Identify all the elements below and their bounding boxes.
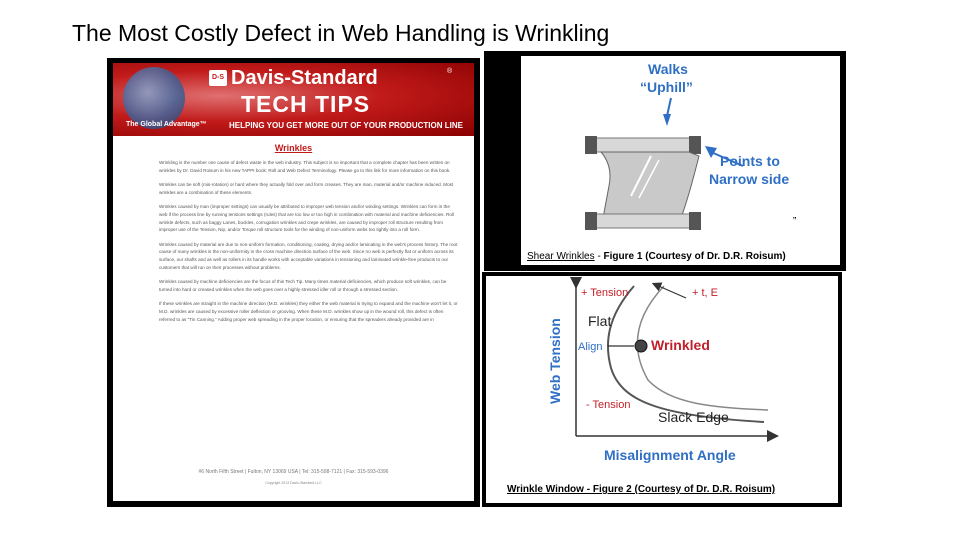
tech-tips-document xyxy=(107,58,480,507)
minus-tension-label: - Tension xyxy=(586,399,631,411)
tech-tips-page xyxy=(113,63,474,501)
figure-2-wrinkle-window xyxy=(482,272,842,507)
flat-label: Flat xyxy=(588,313,612,329)
shear-wrinkles-caption: Shear Wrinkles xyxy=(527,251,595,262)
figure-1-shear-wrinkles xyxy=(484,51,846,271)
body-paragraph: Wrinkles caused by machine deficiencies are the focus of this Tech Tip. Many times material deficiencies, which produce soft wrinkles, can be turned into hard or creased wrinkles when the web goes over a highly stressed idler roll or through a stressed section. xyxy=(159,279,447,292)
uphill-label: “Uphill” xyxy=(640,79,693,95)
roller-bearing xyxy=(585,136,597,154)
arrowhead-icon xyxy=(663,114,671,126)
document-body xyxy=(159,159,459,330)
body-paragraph: Wrinkles caused by man (improper settings) can usually be attributed to improper web tension and/or winding settings. Wrinkles can form in the web if the process line by running tensions settings (rules) that are too low or too high in combination with material and machine deficiencies. Roll wrinkle defects, such as baggy Lanes, buckles, corrugation wrinkles and crepe wrinkles, are caused by improper roll structure resulting from improper use of the Tension, Nip, and/or Torque roll structure tools for the winding of non-uniform webs too tightly into a roll form. xyxy=(159,204,454,233)
plus-t-e-label: + t, E xyxy=(692,287,718,299)
arrowhead-icon xyxy=(705,146,717,158)
roller-bearing xyxy=(689,212,701,230)
tech-tips-header xyxy=(113,63,474,136)
figure-2-caption: Wrinkle Window - Figure 2 (Courtesy of Dr. D.R. Roisum) xyxy=(507,484,776,495)
shear-wrinkle-illustration xyxy=(521,56,840,265)
header-tagline: HELPING YOU GET MORE OUT OF YOUR PRODUCTION LINE xyxy=(229,121,463,130)
body-paragraph: Wrinkles can be soft (mis-rotation) or hard where they actually fold over and form creases. They are man, material and/or machine induced. Most wrinkles are a combination of these elements. xyxy=(159,182,454,195)
narrow-side-label: Narrow side xyxy=(709,171,790,187)
x-axis-label: Misalignment Angle xyxy=(604,447,736,463)
roller-bearing xyxy=(689,136,701,154)
section-title: Wrinkles xyxy=(274,143,313,153)
y-axis-label: Web Tension xyxy=(547,318,563,404)
operating-point xyxy=(635,340,647,352)
web-sheet xyxy=(601,152,699,218)
tech-tips-heading: TECH TIPS xyxy=(241,91,371,117)
slide-title: The Most Costly Defect in Web Handling is Wrinkling xyxy=(72,20,610,46)
body-paragraph: Wrinkling is the number one cause of defect waste in the web industry. This subject is so important that a complete chapter has been written on wrinkles by Dr. David Roisum in his new TAPPI book: Roll and Web Defect Terminology. Please go to this link for more information on this book. xyxy=(159,160,451,173)
globe-image xyxy=(123,67,185,129)
davis-standard-logo: D-S xyxy=(209,70,227,86)
document-footer: #6 North Fifth Street | Fulton, NY 13069 USA | Tel: 315-598-7121 | Fax: 315-593-0396 xyxy=(198,469,389,475)
slack-edge-label: Slack Edge xyxy=(658,409,729,425)
walks-uphill-arrow xyxy=(667,98,671,116)
body-paragraph: If these wrinkles are straight in the machine direction (M.D. wrinkles) they either the web material is trying to expand and the machine won't let it, or M.D. wrinkles are caused by excessive roller deflection or grooving. When these M.D. wrinkles show up in the wound roll, this defect is often referred to as "Tin Canning." Adding proper web spreading in the proper location, or ensuring that the spreaders already provided are in xyxy=(159,301,458,322)
body-paragraph: Wrinkles caused by material are due to non-uniform formation, conditioning, coating, drying and/or laminating in the web's process history. The root cause of many wrinkles is the non-uniformity in the cross machine direction surface of the web. Since no web is perfectly flat or uniform across its surface, our shafts and as well as rollers in its handle works with acceptable variations in tensioning and laminated wrinkle-free products to our customers that will run on their processes without problems. xyxy=(159,241,458,270)
figure-1-credit: Figure 1 (Courtesy of Dr. D.R. Roisum) xyxy=(603,251,786,262)
brand-name: Davis-Standard xyxy=(231,67,378,89)
align-label: Align xyxy=(578,341,603,353)
top-roller xyxy=(593,138,693,152)
walks-label: Walks xyxy=(648,61,688,77)
wrinkled-label: Wrinkled xyxy=(651,337,710,353)
registered-mark: ® xyxy=(447,68,453,75)
wrinkle-window-diagram xyxy=(486,276,838,503)
roller-bearing xyxy=(585,212,597,230)
caption-dash: - xyxy=(594,251,604,262)
plus-tension-label: + Tension xyxy=(581,287,629,299)
points-to-label: Points to xyxy=(720,153,780,169)
global-advantage-tagline: The Global Advantage™ xyxy=(126,121,207,128)
stray-quote-mark: ” xyxy=(793,216,797,227)
copyright-text: Copyright 2013 Davis-Standard LLC xyxy=(265,481,322,485)
figure-1-caption xyxy=(527,251,786,262)
bottom-roller xyxy=(593,214,693,228)
